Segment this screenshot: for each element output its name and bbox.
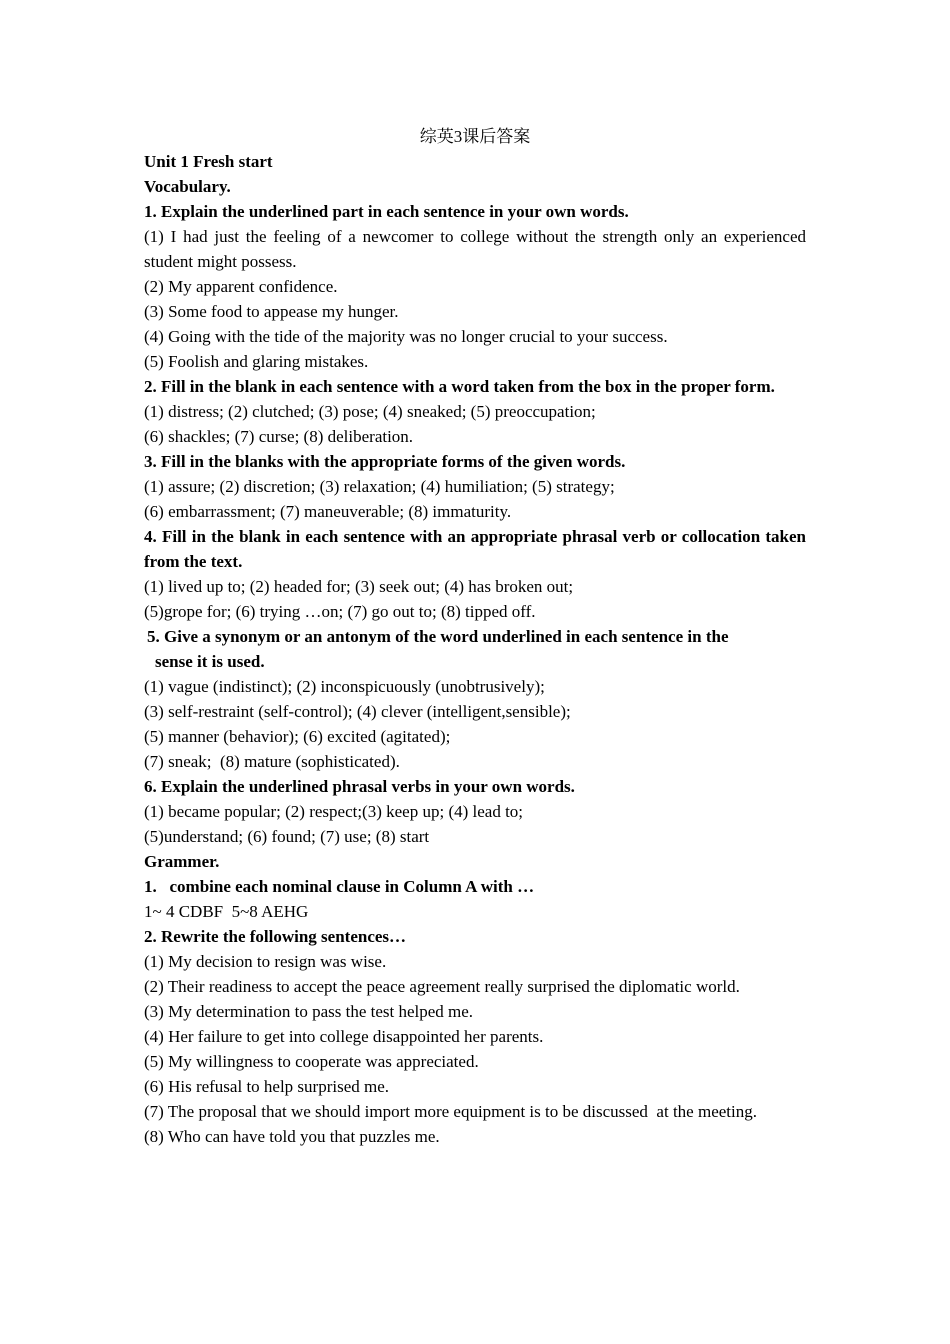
vocab-q5-answer: (3) self-restraint (self-control); (4) clever (intelligent,sensible); xyxy=(144,702,571,721)
grammar-q2-answer: (8) Who can have told you that puzzles me. xyxy=(144,1127,440,1146)
grammar-heading: Grammer. xyxy=(144,852,220,871)
vocab-q1-answer: (1) I had just the feeling of a newcomer to college without the strength only an experienced student might possess. xyxy=(144,227,806,271)
grammar-q2-answer: (1) My decision to resign was wise. xyxy=(144,952,387,971)
vocab-q5-heading-continued: sense it is used. xyxy=(155,652,265,671)
document-page xyxy=(144,123,806,1149)
vocab-q2-answer: (1) distress; (2) clutched; (3) pose; (4) sneaked; (5) preoccupation; xyxy=(144,402,596,421)
vocab-q6-heading: 6. Explain the underlined phrasal verbs in your own words. xyxy=(144,777,575,796)
grammar-q1-heading: 1. combine each nominal clause in Column A with … xyxy=(144,877,535,896)
vocab-q3-heading: 3. Fill in the blanks with the appropriate forms of the given words. xyxy=(144,452,626,471)
vocab-q1-heading: 1. Explain the underlined part in each sentence in your own words. xyxy=(144,202,629,221)
grammar-q2-answer: (5) My willingness to cooperate was appreciated. xyxy=(144,1052,479,1071)
vocab-q1-answer: (5) Foolish and glaring mistakes. xyxy=(144,352,369,371)
grammar-q2-answer: (3) My determination to pass the test helped me. xyxy=(144,1002,474,1021)
grammar-q2-answer: (2) Their readiness to accept the peace agreement really surprised the diplomatic world. xyxy=(144,977,740,996)
vocab-q1-answer: (2) My apparent confidence. xyxy=(144,277,338,296)
vocab-q6-answer: (5)understand; (6) found; (7) use; (8) start xyxy=(144,827,430,846)
vocab-q2-answer: (6) shackles; (7) curse; (8) deliberation. xyxy=(144,427,414,446)
grammar-q2-answer: (7) The proposal that we should import more equipment is to be discussed at the meeting. xyxy=(144,1102,757,1121)
vocab-q5-answer: (5) manner (behavior); (6) excited (agitated); xyxy=(144,727,451,746)
vocab-q4-answer: (1) lived up to; (2) headed for; (3) seek out; (4) has broken out; xyxy=(144,577,574,596)
vocab-q6-answer: (1) became popular; (2) respect;(3) keep up; (4) lead to; xyxy=(144,802,524,821)
vocab-q1-answer: (3) Some food to appease my hunger. xyxy=(144,302,399,321)
unit-heading: Unit 1 Fresh start xyxy=(144,152,273,171)
vocab-q4-answer: (5)grope for; (6) trying …on; (7) go out to; (8) tipped off. xyxy=(144,602,536,621)
vocab-q3-answer: (6) embarrassment; (7) maneuverable; (8) immaturity. xyxy=(144,502,512,521)
vocab-q5-answer: (7) sneak; (8) mature (sophisticated). xyxy=(144,752,400,771)
grammar-q1-answer: 1~ 4 CDBF 5~8 AEHG xyxy=(144,902,309,921)
document-title: 综英3课后答案 xyxy=(419,127,531,146)
vocab-q5-answer: (1) vague (indistinct); (2) inconspicuously (unobtrusively); xyxy=(144,677,545,696)
vocab-q5-heading: 5. Give a synonym or an antonym of the word underlined in each sentence in the xyxy=(147,627,729,646)
vocab-q1-answer: (4) Going with the tide of the majority was no longer crucial to your success. xyxy=(144,327,668,346)
grammar-q2-heading: 2. Rewrite the following sentences… xyxy=(144,927,407,946)
grammar-q2-answer: (6) His refusal to help surprised me. xyxy=(144,1077,390,1096)
grammar-q2-answer: (4) Her failure to get into college disappointed her parents. xyxy=(144,1027,544,1046)
vocab-q2-heading: 2. Fill in the blank in each sentence with a word taken from the box in the proper form. xyxy=(144,377,775,396)
vocab-q4-heading: 4. Fill in the blank in each sentence with an appropriate phrasal verb or collocation taken from the text. xyxy=(144,527,806,571)
vocab-q3-answer: (1) assure; (2) discretion; (3) relaxation; (4) humiliation; (5) strategy; xyxy=(144,477,615,496)
vocabulary-heading: Vocabulary. xyxy=(144,177,231,196)
